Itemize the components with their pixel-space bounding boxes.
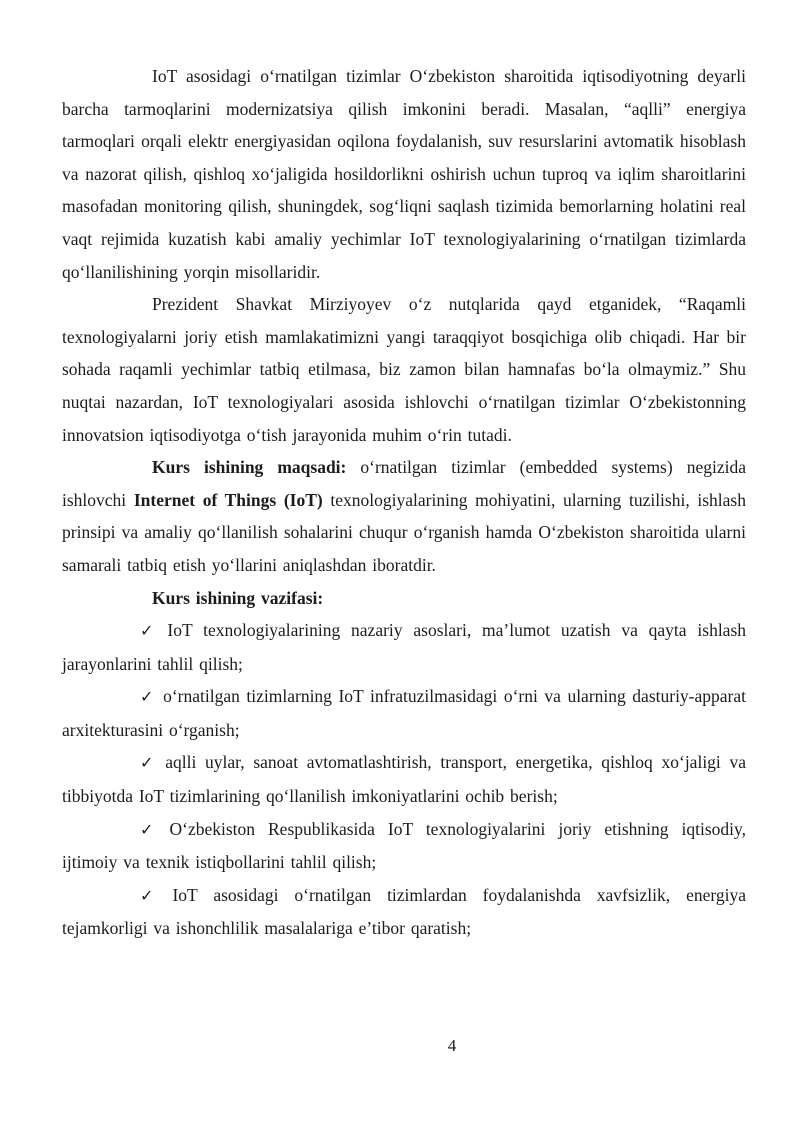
check-icon: ✓ bbox=[140, 753, 157, 773]
paragraph-intro-text: IoT asosidagi oʻrnatilgan tizimlar Oʻzbekiston sharoitida iqtisodiyotning deyarli barcha tarmoqlarini modernizatsiya qilish imkonini beradi. Masalan, “aqlli” energiya tarmoqlari orqali elektr energiyasidan oqilona foydalanish, suv resurslarini avtomatik hisoblash va nazorat qilish, qishloq xoʻjaligida hosildorlikni oshirish uchun tuproq va iqlim sharoitlarini masofadan monitoring qilish, shuningdek, sogʻliqni saqlash tizimida bemorlarning holatini real vaqt rejimida kuzatish kabi amaliy yechimlar IoT texnologiyalarining oʻrnatilgan tizimlarda qoʻllanilishining yorqin misollaridir. bbox=[62, 66, 746, 282]
course-aim-text-1: oʻrnatilgan tizimlar (embedded systems) negizida ishlovchi bbox=[62, 457, 746, 510]
page-body bbox=[62, 60, 746, 945]
paragraph-president-quote-text: Prezident Shavkat Mirziyoyev oʻz nutqlarida qayd etganidek, “Raqamli texnologiyalarni joriy etish mamlakatimizni yangi taraqqiyot bosqichiga olib chiqadi. Har bir sohada raqamli yechimlar tatbiq etilmasa, biz zamon bilan hamnafas boʻla olmaymiz.” Shu nuqtai nazardan, IoT texnologiyalari asosida ishlovchi oʻrnatilgan tizimlar Oʻzbekistonning innovatsion iqtisodiyotga oʻtish jarayonida muhim oʻrin tutadi. bbox=[62, 294, 746, 445]
check-icon: ✓ bbox=[140, 621, 159, 641]
task-item-4-text: Oʻzbekiston Respublikasida IoT texnologiyalarini joriy etishning iqtisodiy, ijtimoiy va texnik istiqbollarini tahlil qilish; bbox=[62, 818, 746, 873]
check-icon: ✓ bbox=[140, 885, 164, 905]
paragraph-president-quote bbox=[62, 288, 746, 451]
paragraph-course-tasks-heading bbox=[62, 582, 746, 615]
task-item-5-text: IoT asosidagi oʻrnatilgan tizimlardan foydalanishda xavfsizlik, energiya tejamkorligi va ishonchlilik masalalariga e’tibor qaratish; bbox=[62, 884, 746, 939]
task-item-4 bbox=[62, 813, 746, 879]
task-item-2 bbox=[62, 680, 746, 746]
course-aim-text-2: texnologiyalarining mohiyatini, ularning tuzilishi, ishlash prinsipi va amaliy qoʻllanilish sohalarini chuqur oʻrganish hamda Oʻzbekiston sharoitida ularni samarali tatbiq etish yoʻllarini aniqlashdan iboratdir. bbox=[62, 489, 746, 575]
course-aim-iot-bold: Internet of Things (IoT) bbox=[133, 489, 323, 510]
task-item-1 bbox=[62, 614, 746, 680]
check-icon: ✓ bbox=[140, 819, 161, 839]
task-item-1-text: IoT texnologiyalarining nazariy asoslari, ma’lumot uzatish va qayta ishlash jarayonlarini tahlil qilish; bbox=[62, 620, 747, 674]
task-item-2-text: oʻrnatilgan tizimlarning IoT infratuzilmasidagi oʻrni va ularning dasturiy-apparat arxitekturasini oʻrganish; bbox=[62, 686, 746, 740]
check-icon: ✓ bbox=[140, 687, 155, 707]
paragraph-course-aim bbox=[62, 451, 746, 581]
course-tasks-heading-text: Kurs ishining vazifasi: bbox=[152, 587, 324, 608]
paragraph-intro bbox=[62, 60, 746, 288]
task-item-5 bbox=[62, 879, 746, 945]
task-item-3-text: aqlli uylar, sanoat avtomatlashtirish, transport, energetika, qishloq xoʻjaligi va tibbiyotda IoT tizimlarining qoʻllanilish imkoniyatlarini ochib berish; bbox=[62, 752, 746, 807]
course-aim-heading: Kurs ishining maqsadi: bbox=[152, 457, 347, 478]
task-item-3 bbox=[62, 746, 746, 812]
page-number: 4 bbox=[447, 1036, 457, 1055]
